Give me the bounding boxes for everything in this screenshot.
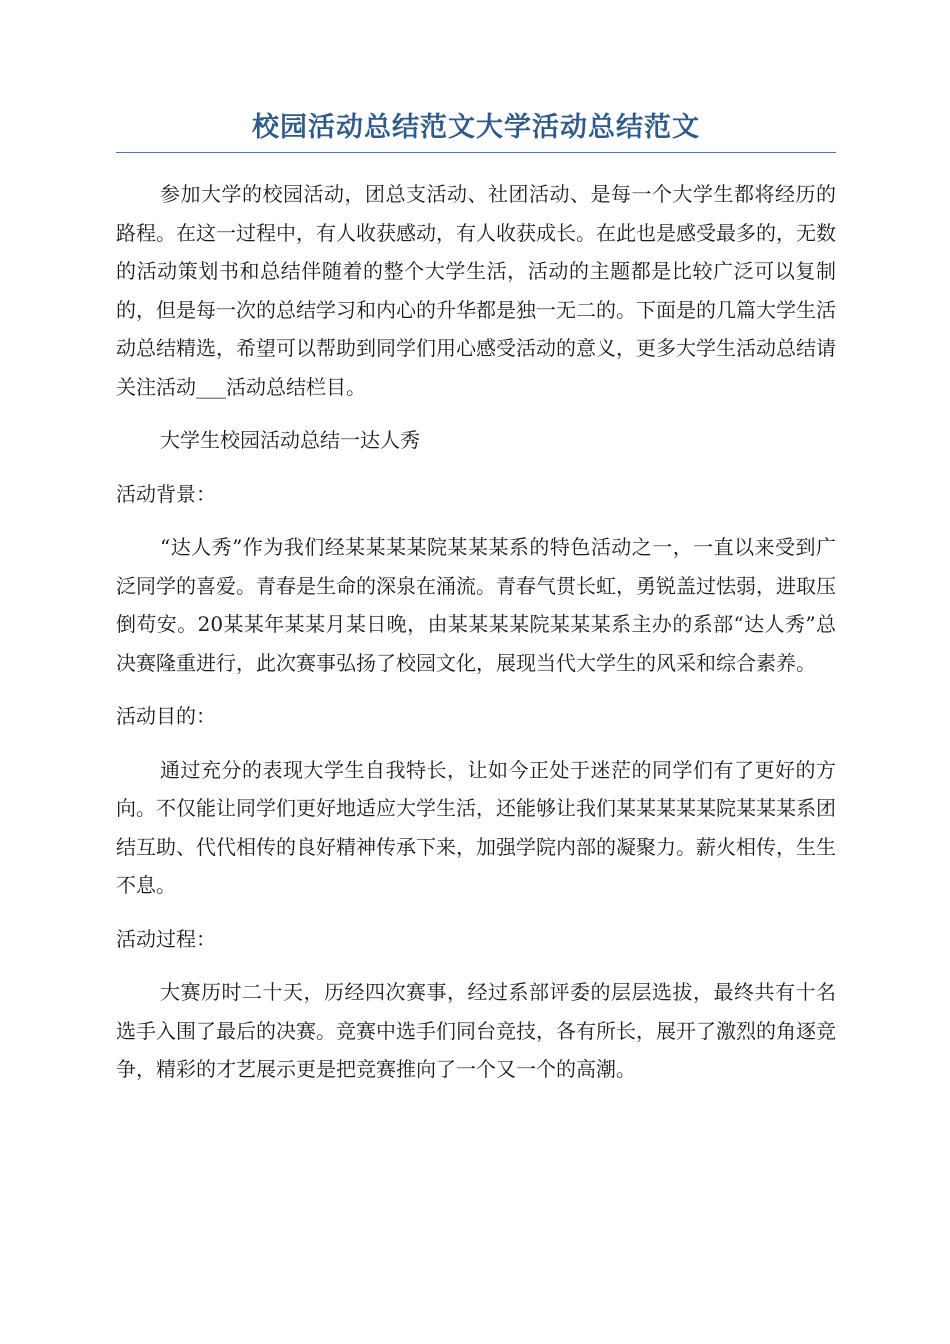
process-heading: 活动过程： [116, 926, 216, 951]
background-paragraph: “达人秀”作为我们经某某某某院某某某系的特色活动之一，一直以来受到广泛同学的喜爱。青春是生命的深泉在涌流。青春气贯长虹，勇锐盖过怯弱，进取压倒苟安。20某某年某某月某日晚，由某某某某院某某某系主办的系部“达人秀”总决赛隆重进行，此次赛事弘扬了校园文化，展现当代大学生的风采和综合素养。 [116, 535, 836, 675]
process-paragraph: 大赛历时二十天，历经四次赛事，经过系部评委的层层选拔，最终共有十名选手入围了最后的决赛。竞赛中选手们同台竞技，各有所长，展开了激烈的角逐竞争，精彩的才艺展示更是把竞赛推向了一个又一个的高潮。 [116, 980, 836, 1081]
intro-paragraph: 参加大学的校园活动，团总支活动、社团活动、是每一个大学生都将经历的路程。在这一过程中，有人收获感动，有人收获成长。在此也是感受最多的，无数的活动策划书和总结伴随着的整个大学生活，活动的主题都是比较广泛可以复制的，但是每一次的总结学习和内心的升华都是独一无二的。下面是的几篇大学生活动总结精选，希望可以帮助到同学们用心感受活动的意义，更多大学生活动总结请关注活动___活动总结栏目。 [116, 182, 836, 399]
purpose-paragraph: 通过充分的表现大学生自我特长，让如今正处于迷茫的同学们有了更好的方向。不仅能让同学们更好地适应大学生活，还能够让我们某某某某某院某某某系团结互助、代代相传的良好精神传承下来，加强学院内部的凝聚力。薪火相传，生生不息。 [116, 757, 836, 897]
document-body [116, 175, 836, 1089]
purpose-heading: 活动目的： [116, 704, 216, 728]
section-subtitle: 大学生校园活动总结一达人秀 [160, 428, 420, 452]
document-title: 校园活动总结范文大学活动总结范文 [116, 110, 836, 153]
document-page [116, 110, 836, 1104]
background-heading: 活动背景： [116, 481, 216, 506]
